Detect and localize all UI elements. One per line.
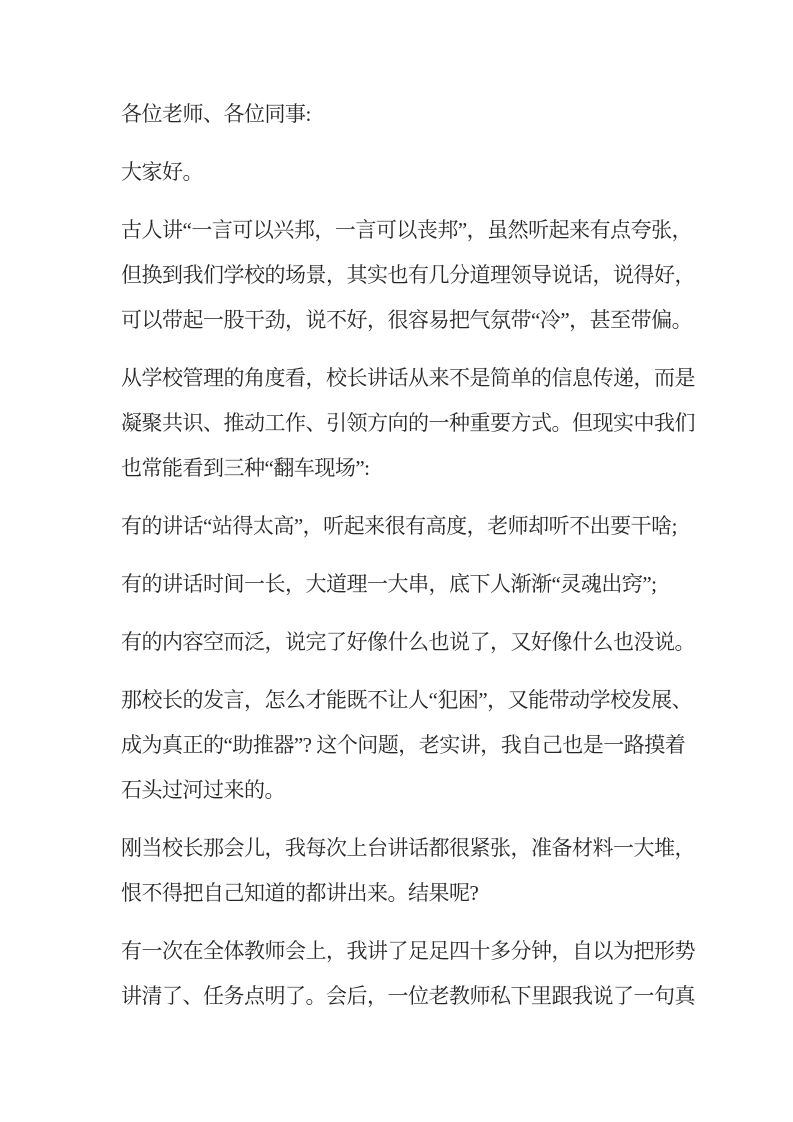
paragraph — [121, 92, 681, 137]
text-line: 讲清了、任务点明了。会后，一位老教师私下里跟我说了一句真 — [121, 984, 695, 1008]
paragraph — [121, 150, 681, 195]
text-line: 大家好。 — [121, 160, 203, 184]
text-line: 有的讲话时间一长，大道理一大串，底下人渐渐“灵魂出窍”; — [121, 572, 657, 596]
paragraph — [121, 826, 695, 916]
text-line: 刚当校长那会儿，我每次上台讲话都很紧张，准备材料一大堆， — [121, 836, 695, 860]
text-line: 但换到我们学校的场景，其实也有几分道理领导说话，说得好， — [121, 263, 695, 287]
text-line: 那校长的发言，怎么才能既不让人“犯困”，又能带动学校发展、 — [121, 688, 693, 712]
text-line: 有的内容空而泛，说完了好像什么也说了，又好像什么也没说。 — [121, 630, 695, 654]
text-line: 成为真正的“助推器”? 这个问题，老实讲，我自己也是一路摸着 — [121, 733, 686, 757]
text-line: 可以带起一股干劲，说不好，很容易把气氛带“冷”，甚至带偏。 — [121, 308, 693, 332]
paragraph — [121, 678, 693, 813]
text-line: 有一次在全体教师会上，我讲了足足四十多分钟，自以为把形势 — [121, 939, 695, 963]
text-line: 石头过河过来的。 — [121, 778, 285, 802]
text-line: 凝聚共识、推动工作、引领方向的一种重要方式。但现实中我们 — [121, 411, 695, 435]
paragraph — [121, 562, 681, 607]
text-line: 恨不得把自己知道的都讲出来。结果呢? — [121, 881, 479, 905]
text-line: 古人讲“一言可以兴邦，一言可以丧邦”，虽然听起来有点夸张， — [121, 218, 693, 242]
text-line: 也常能看到三种“翻车现场”: — [121, 456, 370, 480]
text-line: 从学校管理的角度看，校长讲话从来不是简单的信息传递，而是 — [121, 366, 695, 390]
paragraph — [121, 356, 695, 491]
text-line: 各位老师、各位同事: — [121, 102, 311, 126]
paragraph — [121, 208, 695, 343]
paragraph — [121, 929, 695, 1019]
text-line: 有的讲话“站得太高”，听起来很有高度，老师却听不出要干啥; — [121, 514, 677, 538]
document-body — [121, 92, 695, 1019]
paragraph — [121, 620, 695, 665]
paragraph — [121, 504, 681, 549]
